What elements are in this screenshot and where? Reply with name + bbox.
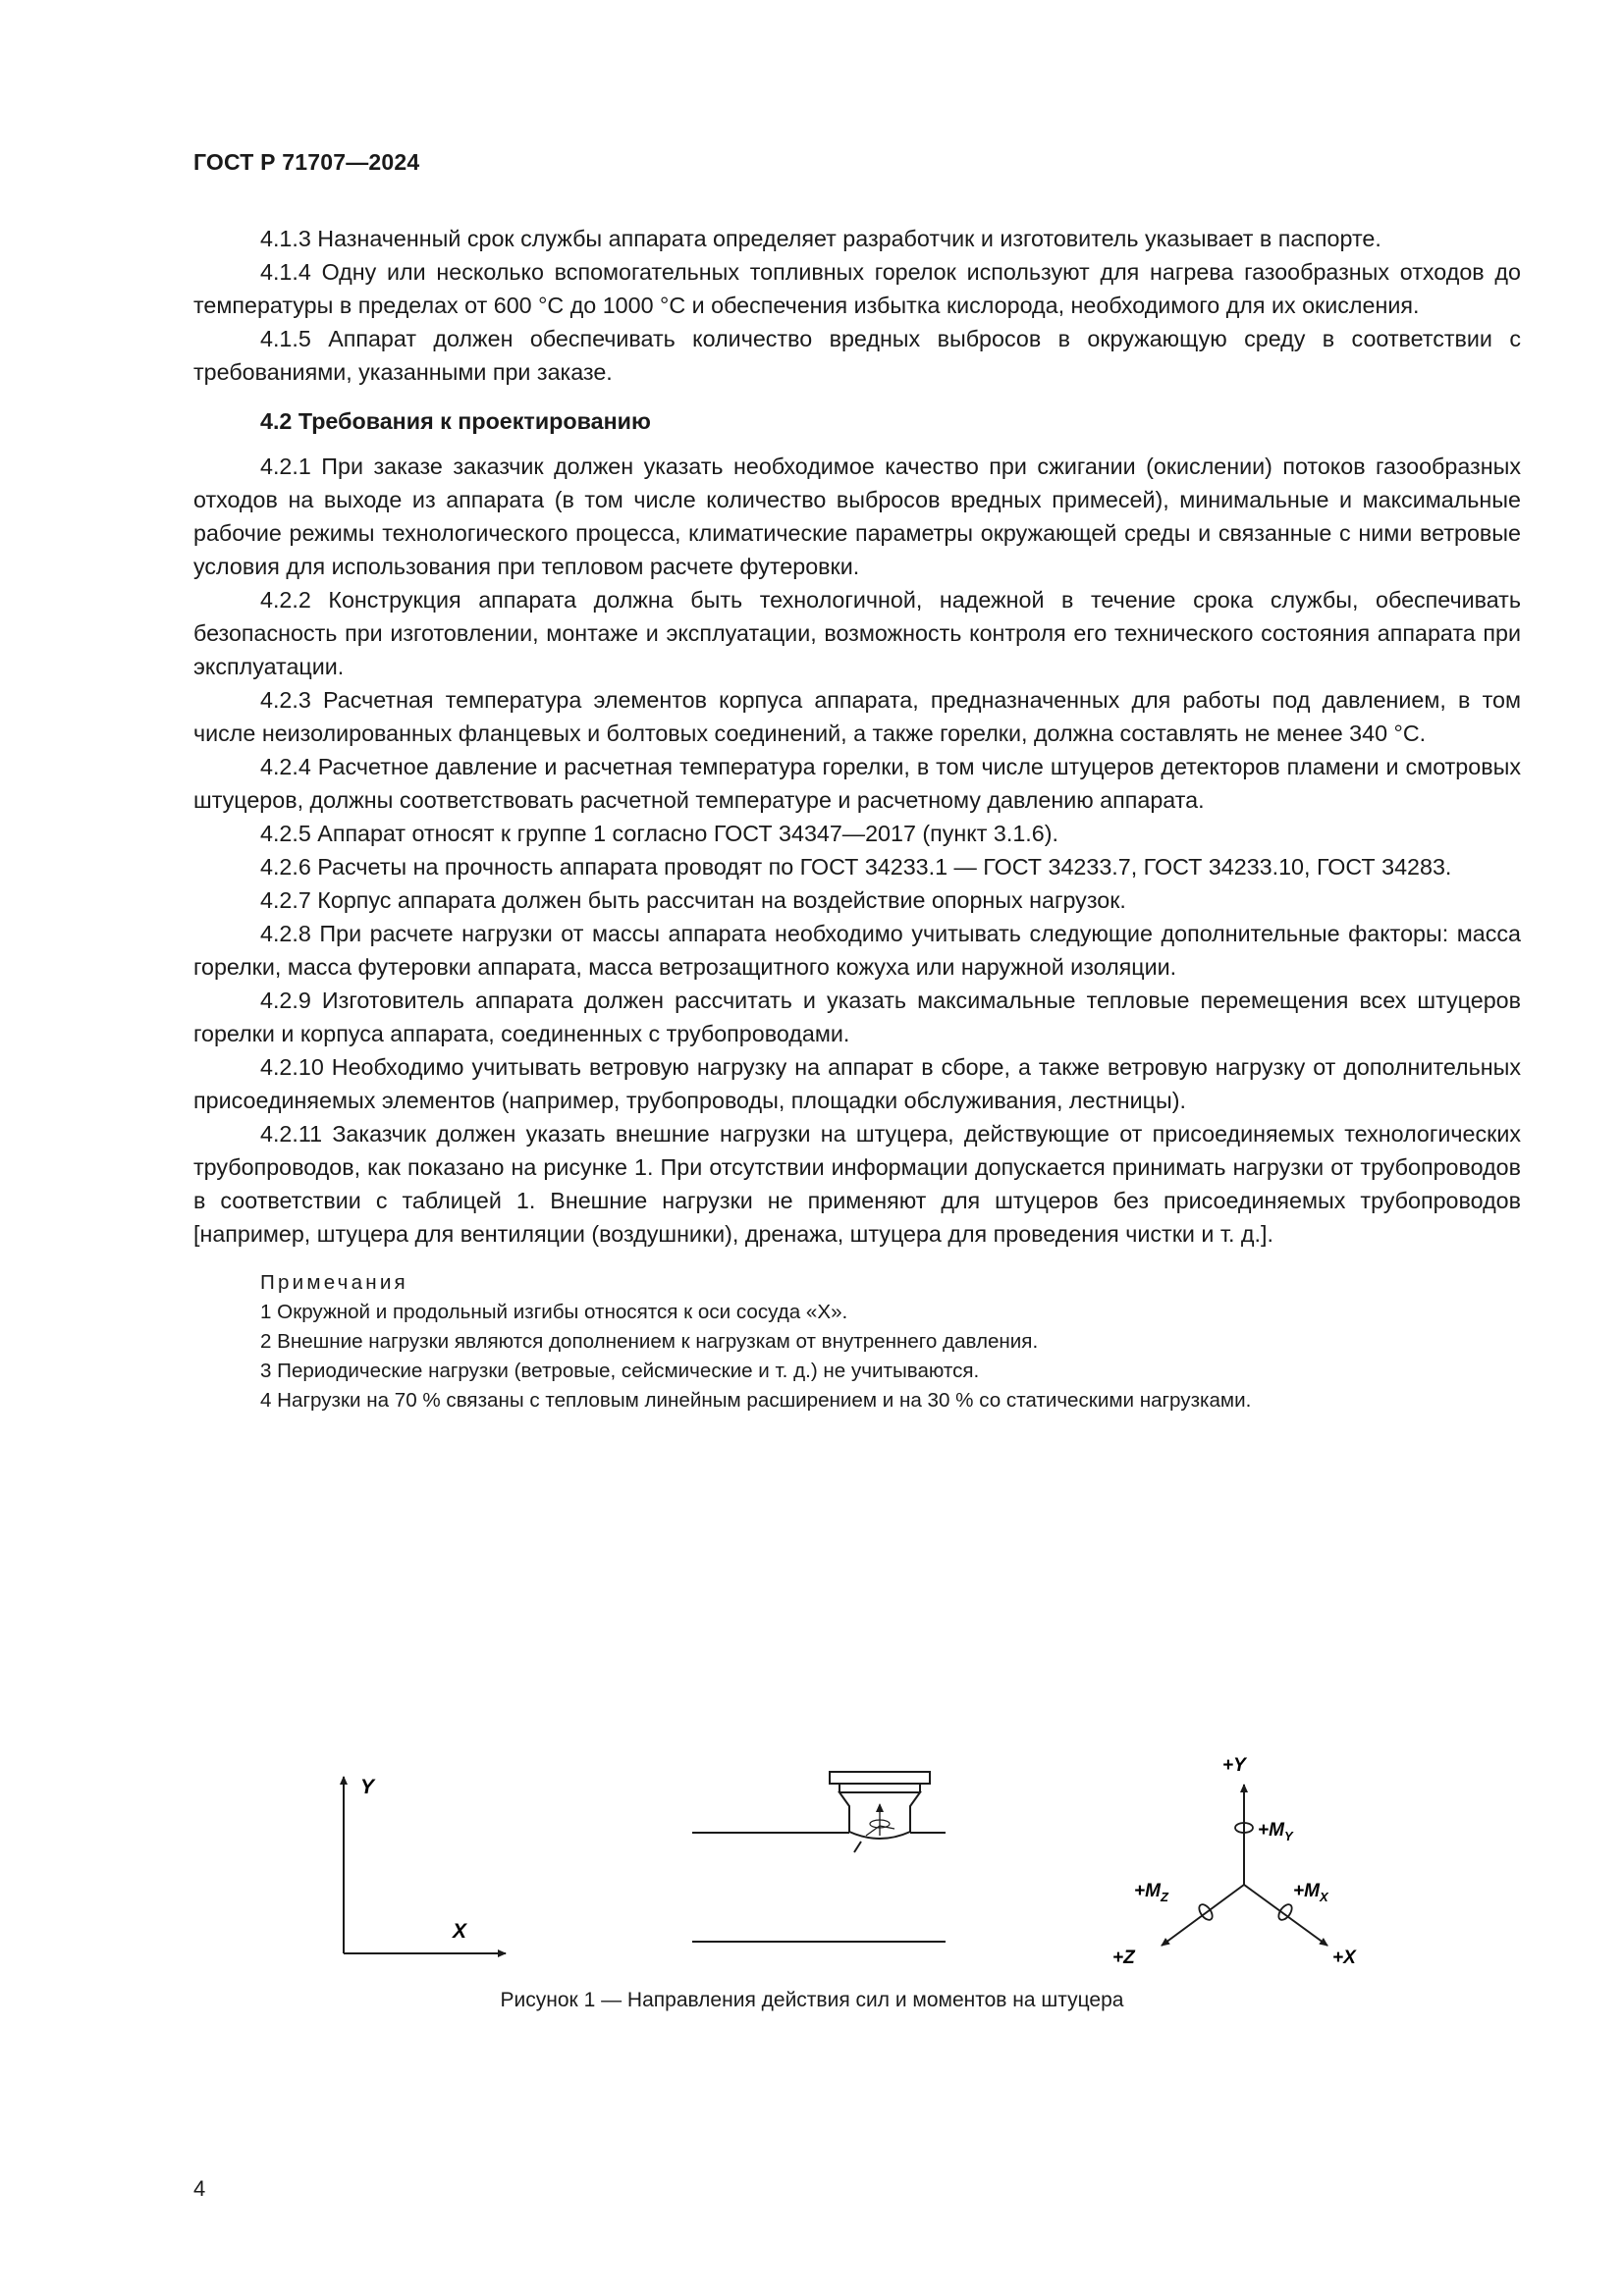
- note-item: 3 Периодические нагрузки (ветровые, сейсмические и т. д.) не учитываются.: [260, 1360, 980, 1382]
- moment-z-label: $+M_Z$: [1134, 1881, 1168, 1904]
- paragraph-4-2-1: 4.2.1 При заказе заказчик должен указать необходимое качество при сжигании (окислении) потоков газообразных отходов на выходе из аппарата (в том числе количество выбросов вредных примесей), минимальные и максимальные рабочие режимы технологического процесса, климатические параметры окружающей среды и связанные с ними ветровые условия для использования при тепловом расчете футеровки.: [193, 454, 1521, 579]
- plus-z-label: +Z: [1112, 1948, 1135, 1968]
- notes-block: [193, 1268, 1521, 1415]
- paragraph-4-2-2: 4.2.2 Конструкция аппарата должна быть технологичной, надежной в течение срока службы, обеспечивать безопасность при изготовлении, монтаже и эксплуатации, возможность контроля его технического состояния аппарата при эксплуатации.: [193, 587, 1521, 679]
- paragraph-4-1-3: 4.1.3 Назначенный срок службы аппарата определяет разработчик и изготовитель указывает в паспорте.: [260, 226, 1381, 251]
- plus-x-label: +X: [1332, 1948, 1356, 1968]
- document-body: [193, 222, 1521, 1415]
- document-header: ГОСТ Р 71707—2024: [193, 149, 420, 175]
- paragraph-4-1-5: 4.1.5 Аппарат должен обеспечивать количество вредных выбросов в окружающую среду в соответствии с требованиями, указанными при заказе.: [193, 326, 1521, 385]
- moments-diagram: [1112, 1755, 1357, 1968]
- paragraph-4-2-11: 4.2.11 Заказчик должен указать внешние нагрузки на штуцера, действующие от присоединяемых технологических трубопроводов, как показано на рисунке 1. При отсутствии информации допускается принимать нагрузки от трубопроводов в соответствии с таблицей 1. Внешние нагрузки не применяют для штуцеров без присоединяемых трубопроводов [например, штуцера для вентиляции (воздушники), дренажа, штуцера для проведения чистки и т. д.].: [193, 1121, 1521, 1247]
- xy-axes-diagram: [344, 1776, 506, 1953]
- x-axis-label: X: [453, 1920, 467, 1943]
- note-item: 1 Окружной и продольный изгибы относятся к оси сосуда «X».: [260, 1301, 848, 1323]
- nozzle-flange: [830, 1772, 930, 1784]
- paragraph-4-2-7: 4.2.7 Корпус аппарата должен быть рассчитан на воздействие опорных нагрузок.: [260, 887, 1126, 913]
- plus-y-label: +Y: [1222, 1755, 1246, 1776]
- paragraph-4-2-5: 4.2.5 Аппарат относят к группе 1 согласно ГОСТ 34347—2017 (пункт 3.1.6).: [260, 821, 1058, 846]
- paragraph-4-2-10: 4.2.10 Необходимо учитывать ветровую нагрузку на аппарат в сборе, а также ветровую нагрузку от дополнительных присоединяемых элементов (например, трубопроводы, площадки обслуживания, лестницы).: [193, 1054, 1521, 1113]
- page-number: 4: [193, 2176, 206, 2201]
- y-axis-label: Y: [360, 1776, 375, 1798]
- moment-y-label: $+M_Y$: [1258, 1820, 1293, 1843]
- paragraph-4-1-4: 4.1.4 Одну или несколько вспомогательных топливных горелок используют для нагрева газообразных отходов до температуры в пределах от 600 °С до 1000 °С и обеспечения избытка кислорода, необходимого для их окисления.: [193, 259, 1521, 318]
- note-item: 4 Нагрузки на 70 % связаны с тепловым линейным расширением и на 30 % со статическими нагрузками.: [260, 1389, 1252, 1412]
- paragraph-4-2-8: 4.2.8 При расчете нагрузки от массы аппарата необходимо учитывать следующие дополнительные факторы: масса горелки, масса футеровки аппарата, масса ветрозащитного кожуха или наружной изоляции.: [193, 921, 1521, 980]
- section-title-4-2: 4.2 Требования к проектированию: [260, 408, 651, 434]
- moment-x-label: $+M_X$: [1293, 1881, 1328, 1904]
- paragraph-4-2-6: 4.2.6 Расчеты на прочность аппарата проводят по ГОСТ 34233.1 — ГОСТ 34233.7, ГОСТ 34233.10, ГОСТ 34283.: [260, 854, 1452, 880]
- figure-caption: Рисунок 1 — Направления действия сил и моментов на штуцера: [500, 1989, 1124, 2011]
- paragraph-4-2-3: 4.2.3 Расчетная температура элементов корпуса аппарата, предназначенных для работы под давлением, в том числе неизолированных фланцевых и болтовых соединений, а также горелки, должна составлять не менее 340 °С.: [193, 687, 1521, 746]
- paragraph-4-2-9: 4.2.9 Изготовитель аппарата должен рассчитать и указать максимальные тепловые перемещения всех штуцеров горелки и корпуса аппарата, соединенных с трубопроводами.: [193, 988, 1521, 1046]
- figure-1: [193, 1737, 1521, 1993]
- notes-title: Примечания: [260, 1271, 408, 1294]
- figure-1-drawing: [193, 1737, 1521, 1993]
- note-item: 2 Внешние нагрузки являются дополнением к нагрузкам от внутреннего давления.: [260, 1330, 1039, 1353]
- paragraph-4-2-4: 4.2.4 Расчетное давление и расчетная температура горелки, в том числе штуцеров детекторов пламени и смотровых штуцеров, должны соответствовать расчетной температуре и расчетному давлению аппарата.: [193, 754, 1521, 813]
- nozzle-diagram: [692, 1772, 946, 1942]
